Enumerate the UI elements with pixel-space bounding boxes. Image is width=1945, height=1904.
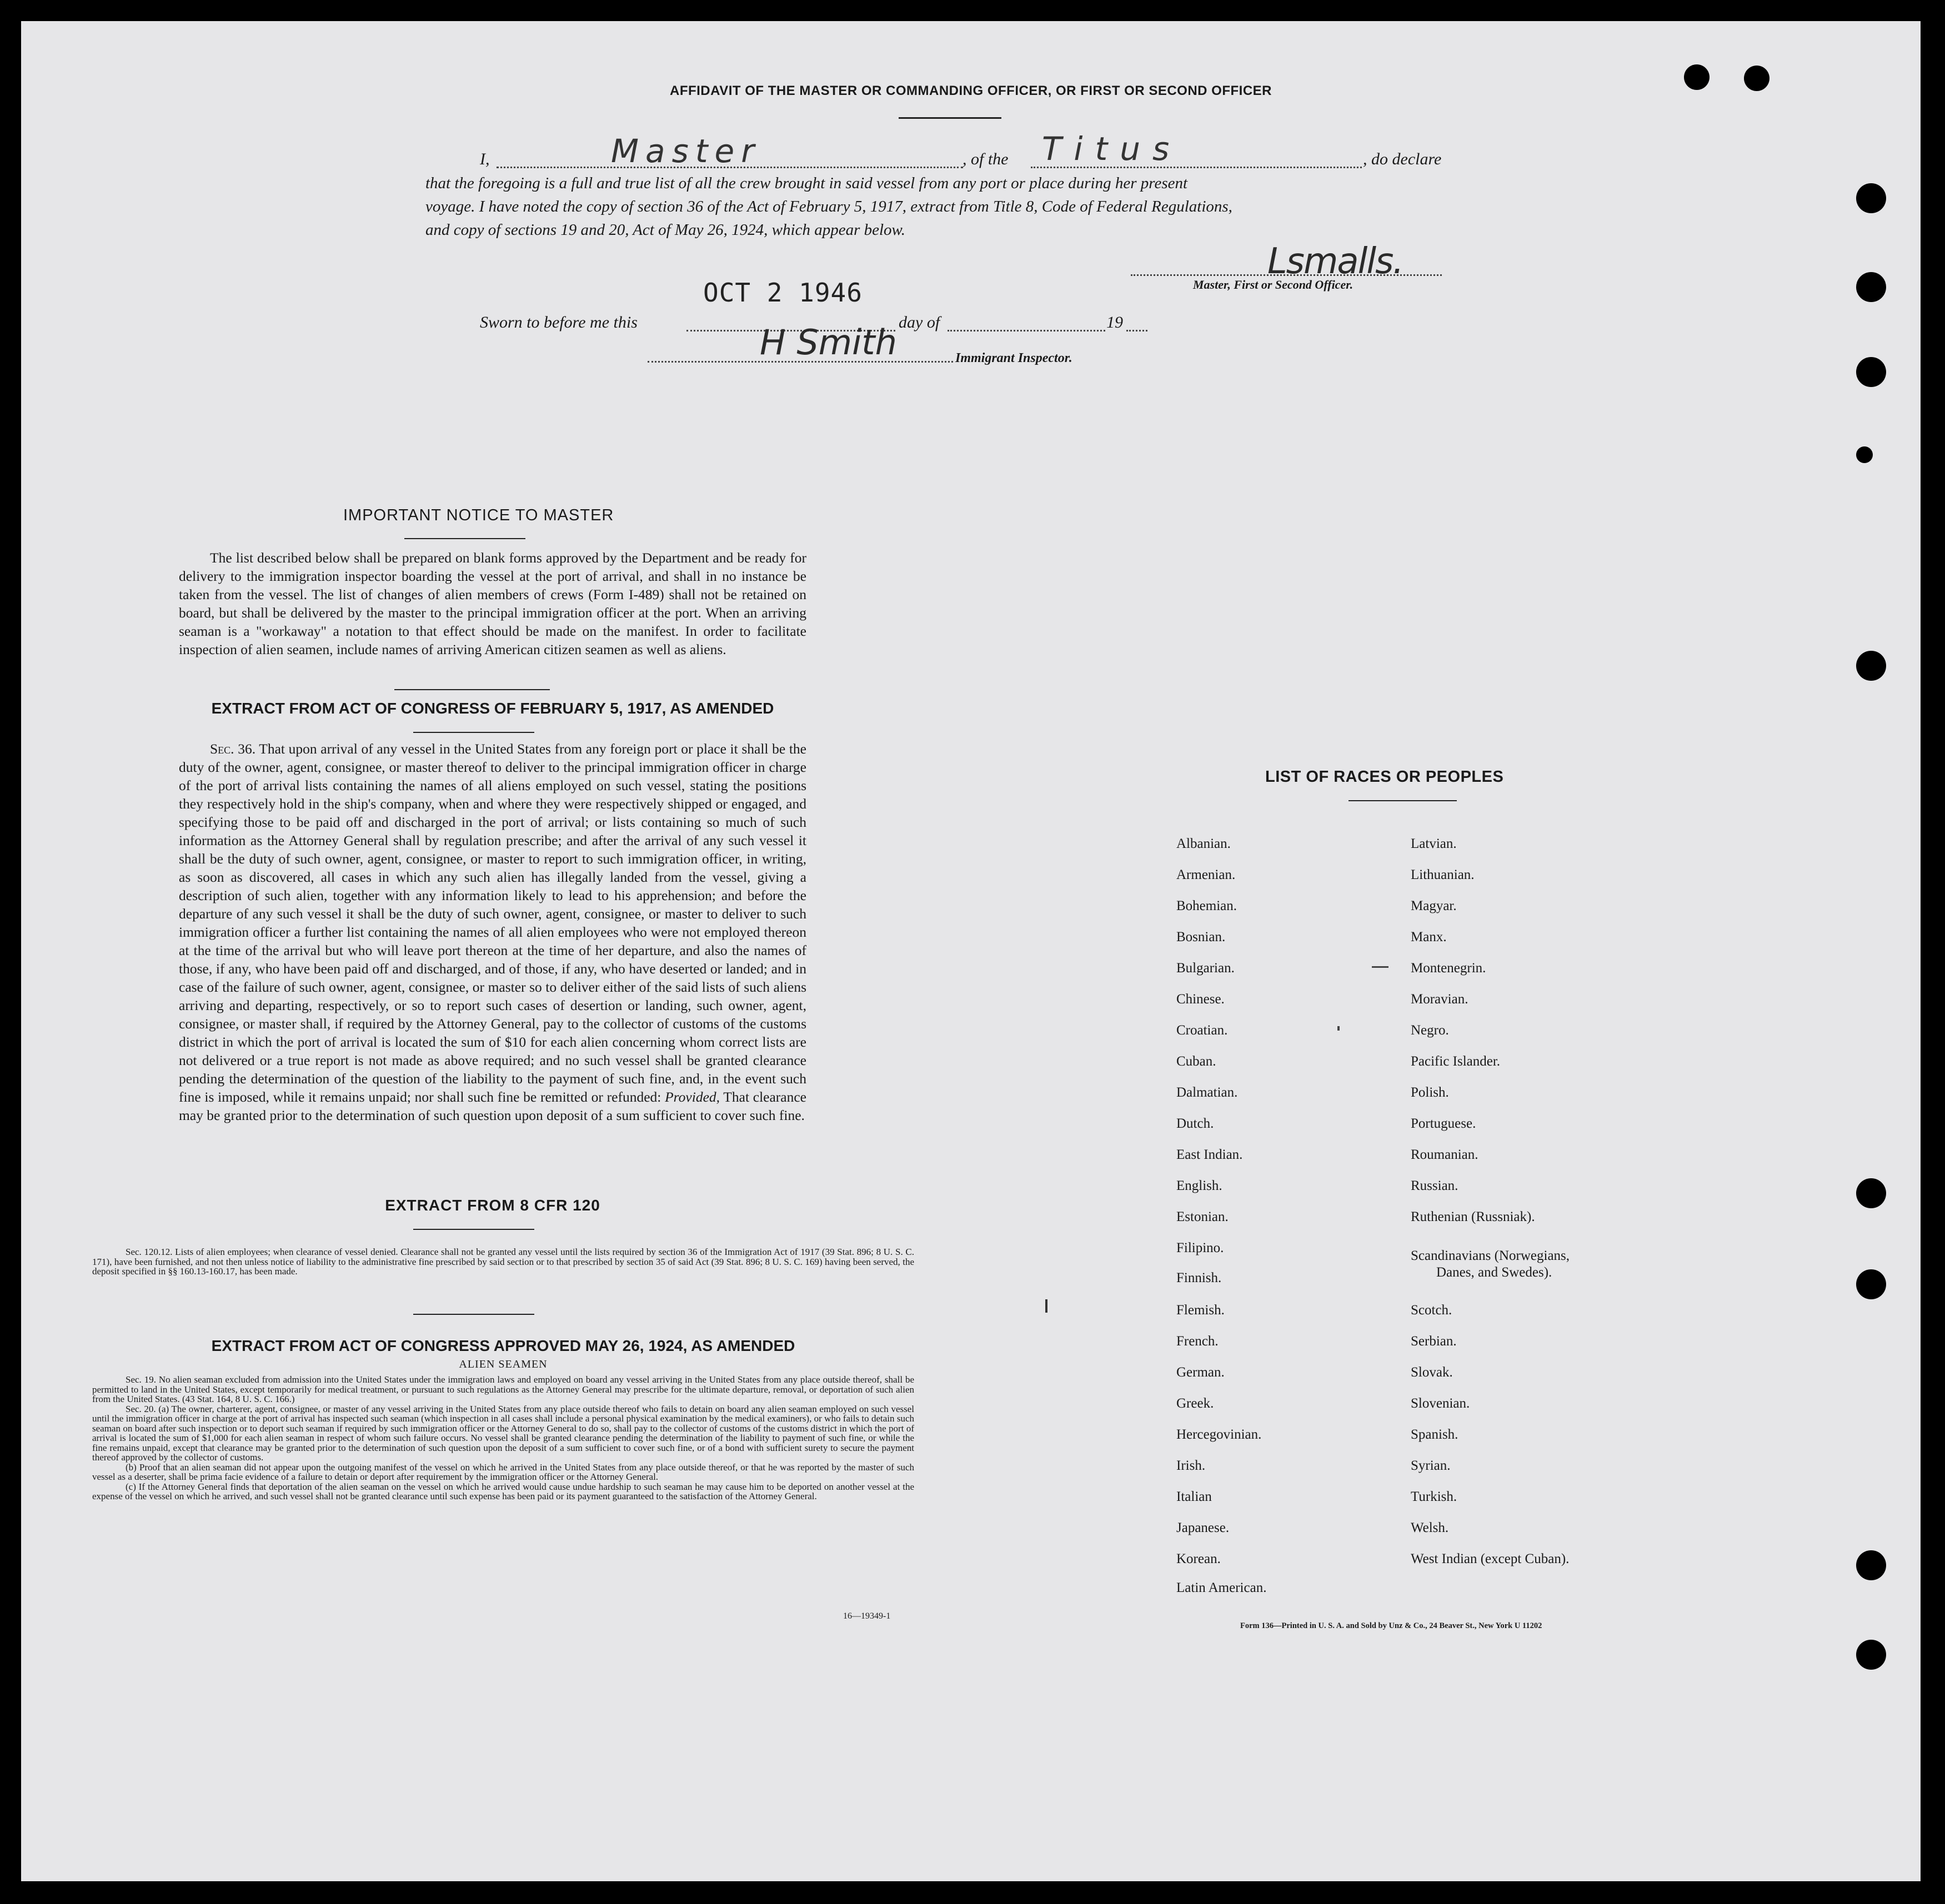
sec-20b: (b) Proof that an alien seaman did not appear upon the outgoing manifest of the vessel on which he arrived in the United States from any place outside thereof, or that he was reported by the master of such vessel as a deserter, shall be prima facie evidence of a failure to detain or deport after requirement by the immigration officer or the Attorney General. <box>92 1461 914 1482</box>
race-item: Croatian. <box>1176 1023 1228 1038</box>
divider <box>404 538 525 539</box>
race-item: Korean. <box>1176 1551 1221 1566</box>
extract-1924-subtitle: ALIEN SEAMEN <box>459 1358 548 1370</box>
race-item: Scandinavians (Norwegians, <box>1411 1248 1570 1263</box>
race-item: Dalmatian. <box>1176 1085 1238 1100</box>
sworn-year-line <box>1126 330 1147 331</box>
punch-hole <box>1856 1550 1886 1580</box>
race-item: Slovak. <box>1411 1365 1453 1380</box>
officer-signature[interactable]: Lsmalls. <box>1267 241 1403 282</box>
scan-speck <box>1372 966 1388 968</box>
race-item: Polish. <box>1411 1085 1449 1100</box>
sec-19: Sec. 19. No alien seaman excluded from admission into the United States under the immigration laws and employed on board any vessel arriving in the United States from any place outside thereof, shall be permitted to land in the United States, except temporarily for medical treatment, or pursuant to such regulations as the Attorney General may prescribe for the ultimate departure, removal, or deportation of such alien from the United States. (43 Stat. 164, 8 U. S. C. 166.) <box>92 1374 914 1404</box>
extract-1917-title: EXTRACT FROM ACT OF CONGRESS OF FEBRUARY 5, 1917, AS AMENDED <box>211 700 774 717</box>
race-item: Turkish. <box>1411 1489 1457 1504</box>
race-item: Bulgarian. <box>1176 961 1235 976</box>
affidavit-heading: AFFIDAVIT OF THE MASTER OR COMMANDING OFFICER, OR FIRST OR SECOND OFFICER <box>669 83 1272 98</box>
extract-1924-body <box>92 1375 914 1501</box>
divider <box>413 1314 534 1315</box>
punch-hole <box>1856 1640 1886 1670</box>
race-item: Estonian. <box>1176 1209 1229 1224</box>
race-item: Dutch. <box>1176 1116 1214 1131</box>
extract-cfr-title: EXTRACT FROM 8 CFR 120 <box>385 1197 600 1214</box>
extract-1917-body <box>179 740 806 1124</box>
punch-hole <box>1856 357 1886 387</box>
form-code: 16—19349-1 <box>843 1611 891 1621</box>
sec-20a: Sec. 20. (a) The owner, charterer, agent, consignee, or master of any vessel arriving in the United States from any place outside thereof who fails to detain on board any alien seaman employed on such vessel until the immigration officer in charge at the port of arrival has inspected such seaman (which inspection in all cases shall include a personal physical examination by the medical examiners), or who fails to detain such seaman on board after such inspection or to deport such seaman if required by such immigration officer or the Attorney General to do so, shall pay to the collector of customs of the customs district in which the port of arrival is located the sum of $1,000 for each alien seaman in respect of whom such failure occurs. No vessel shall be granted clearance pending the determination of the liability to payment of such fine, or while the fine remains unpaid, except that clearance may be granted prior to the determination of such question upon the deposit of a sum sufficient to cover such fine, or of a bond with sufficient surety to secure the payment thereof approved by the collector of customs. <box>92 1403 914 1463</box>
race-item: West Indian (except Cuban). <box>1411 1551 1570 1566</box>
punch-hole <box>1856 272 1886 302</box>
sec-20c: (c) If the Attorney General finds that deportation of the alien seaman on the vessel on which he arrived would cause undue hardship to such seaman he may cause him to be deported on another vessel at the expense of the vessel on which he arrived, and such vessel shall not be granted clearance until such expense has been paid or its payment guaranteed to the satisfaction of the Attorney General. <box>92 1481 914 1501</box>
notice-title: IMPORTANT NOTICE TO MASTER <box>343 506 614 524</box>
race-item: Flemish. <box>1176 1303 1225 1318</box>
punch-hole <box>1856 651 1886 681</box>
race-item: Serbian. <box>1411 1334 1457 1349</box>
race-item: Scotch. <box>1411 1303 1452 1318</box>
race-item: Portuguese. <box>1411 1116 1476 1131</box>
race-item: Bosnian. <box>1176 930 1226 945</box>
divider <box>413 732 534 733</box>
section-text: That upon arrival of any vessel in the United States from any foreign port or place it shall be the duty of the owner, agent, consignee, or master thereof to deliver to the principal immigration officer in charge of the port of arrival lists containing the names of all aliens employed on such vessel, stating the positions they respectively hold in the ship's company, when and where they were respectively shipped or engaged, and specifying those to be paid off and discharged in the port of arrival; or lists containing so much of such information as the Attorney General shall by regulation prescribe; and after the arrival of any such vessel it shall be the duty of such owner, agent, consignee, or master to report to such immigration officer, in writing, as soon as discovered, all cases in which any such alien has illegally landed from the vessel, giving a description of such alien, together with any information likely to lead to his apprehension; and before the departure of any such vessel it shall be the duty of such owner, agent, consignee, or master to deliver to such immigration officer a further list containing the names of all alien employees who were not employed thereon at the time of the arrival but who will leave port thereon at the time of her departure, and also the names of those, if any, who have been paid off and discharged, and of those, if any, who have deserted or landed; and in case of the failure of such owner, agent, consignee, or master so to deliver either of the said lists of such aliens arriving and departing, respectively, or so to report such cases of desertion or landing, such owner, agent, consignee, or master shall, if required by the Attorney General, pay to the collector of customs of the customs district in which the port of arrival is located the sum of $10 for each alien concerning whom correct lists are not delivered or a true report is not made as above required; and no such vessel shall be granted clearance pending the determination of the question of the liability to the payment of such fine, and, in the event such fine is imposed, while it remains unpaid; nor shall such fine be remitted or refunded: <box>179 741 806 1105</box>
race-item: Danes, and Swedes). <box>1436 1265 1552 1280</box>
sworn-label: Sworn to before me this <box>480 313 638 331</box>
race-item: Manx. <box>1411 930 1447 945</box>
race-item: Cuban. <box>1176 1054 1216 1069</box>
race-item: Filipino. <box>1176 1240 1224 1255</box>
race-item: German. <box>1176 1365 1225 1380</box>
proviso-text: That clearance may be granted prior to the determination of such question upon deposit of a sum sufficient to cover such fine. <box>179 1089 807 1123</box>
race-item: Irish. <box>1176 1458 1206 1473</box>
race-item: Spanish. <box>1411 1427 1458 1442</box>
race-item: Roumanian. <box>1411 1147 1478 1162</box>
race-item: Ruthenian (Russniak). <box>1411 1209 1535 1224</box>
of-the-label: , of the <box>963 150 1009 168</box>
divider <box>899 117 1001 119</box>
vessel-name-field[interactable]: Titus <box>1042 130 1182 168</box>
races-left-column <box>1154 21 1387 1881</box>
race-item: Japanese. <box>1176 1520 1230 1535</box>
inspector-signature[interactable]: H Smith <box>760 322 897 363</box>
officer-caption: Master, First or Second Officer. <box>1193 278 1354 292</box>
races-title: LIST OF RACES OR PEOPLES <box>1265 768 1504 786</box>
race-item: Russian. <box>1411 1178 1458 1193</box>
race-item: Italian <box>1176 1489 1212 1504</box>
master-name-field[interactable]: Master <box>611 132 761 170</box>
punch-hole <box>1856 446 1873 463</box>
proviso-word: Provided, <box>665 1089 720 1105</box>
races-right-column <box>1387 21 1643 1881</box>
date-stamp: OCT 2 1946 <box>703 278 863 308</box>
race-item: Moravian. <box>1411 992 1468 1007</box>
race-item: Bohemian. <box>1176 898 1237 913</box>
form-footer-note: Form 136—Printed in U. S. A. and Sold by Unz & Co., 24 Beaver St., New York U 11202 <box>1240 1621 1542 1630</box>
scan-speck <box>1337 1026 1340 1031</box>
divider <box>413 1229 534 1230</box>
race-item: Latvian. <box>1411 836 1457 851</box>
document-page <box>21 21 1921 1881</box>
race-item: Latin American. <box>1176 1580 1267 1595</box>
declaration-line-4: and copy of sections 19 and 20, Act of May 26, 1924, which appear below. <box>425 221 905 239</box>
day-of-label: day of <box>899 313 940 331</box>
race-item: Finnish. <box>1176 1270 1222 1285</box>
race-item: Lithuanian. <box>1411 867 1475 882</box>
race-item: Montenegrin. <box>1411 961 1486 976</box>
race-item: French. <box>1176 1334 1219 1349</box>
race-item: East Indian. <box>1176 1147 1243 1162</box>
declaration-line-3: voyage. I have noted the copy of section 36 of the Act of February 5, 1917, extract from Title 8, Code of Federal Regulations, <box>425 198 1232 215</box>
year-prefix: 19 <box>1106 313 1123 331</box>
race-item: Pacific Islander. <box>1411 1054 1501 1069</box>
notice-body: The list described below shall be prepared on blank forms approved by the Department and be ready for delivery to the immigration inspector boarding the vessel at the port of arrival, and shall in no instance be taken from the vessel. The list of changes of alien members of crews (Form I-489) shall not be retained on board, but shall be delivered by the master to the principal immigration officer at the port. When an arriving seaman is a "workaway" a notation to that effect should be made on the manifest. In order to facilitate inspection of alien seamen, include names of arriving American citizen seamen as well as aliens. <box>179 550 806 657</box>
extract-1924-title: EXTRACT FROM ACT OF CONGRESS APPROVED MAY 26, 1924, AS AMENDED <box>211 1337 795 1354</box>
scan-speck <box>1045 1299 1047 1313</box>
race-item: Syrian. <box>1411 1458 1451 1473</box>
race-item: Albanian. <box>1176 836 1231 851</box>
extract-cfr-body: Sec. 120.12. Lists of alien employees; when clearance of vessel denied. Clearance shall not be granted any vessel until the lists required by section 36 of the Immigration Act of 1917 (39 Stat. 896; 8 U. S. C. 171), have been furnished, and not then unless notice of liability to the administrative fine prescribed by said section or to that prescribed by section 35 of said Act (39 Stat. 896; 8 U. S. C. 169) having been served, the deposit specified in §§ 160.13-160.17, has been made. <box>92 1247 914 1277</box>
race-item: Magyar. <box>1411 898 1457 913</box>
declaration-line-2: that the foregoing is a full and true list of all the crew brought in said vessel from any port or place during her present <box>425 174 1188 192</box>
race-item: Armenian. <box>1176 867 1236 882</box>
punch-hole <box>1856 183 1886 213</box>
divider <box>394 689 550 690</box>
section-label: Sec. 36. <box>210 741 256 757</box>
do-declare-label: , do declare <box>1363 150 1442 168</box>
inspector-caption: Immigrant Inspector. <box>955 351 1072 365</box>
declaration-i-label: I, <box>480 150 490 168</box>
race-item: Negro. <box>1411 1023 1449 1038</box>
race-item: Hercegovinian. <box>1176 1427 1262 1442</box>
race-item: Slovenian. <box>1411 1396 1470 1411</box>
race-item: Welsh. <box>1411 1520 1449 1535</box>
punch-hole <box>1856 1269 1886 1299</box>
race-item: Chinese. <box>1176 992 1225 1007</box>
race-item: Greek. <box>1176 1396 1214 1411</box>
race-item: English. <box>1176 1178 1222 1193</box>
sworn-month-line <box>948 330 1105 331</box>
punch-hole <box>1856 1178 1886 1208</box>
